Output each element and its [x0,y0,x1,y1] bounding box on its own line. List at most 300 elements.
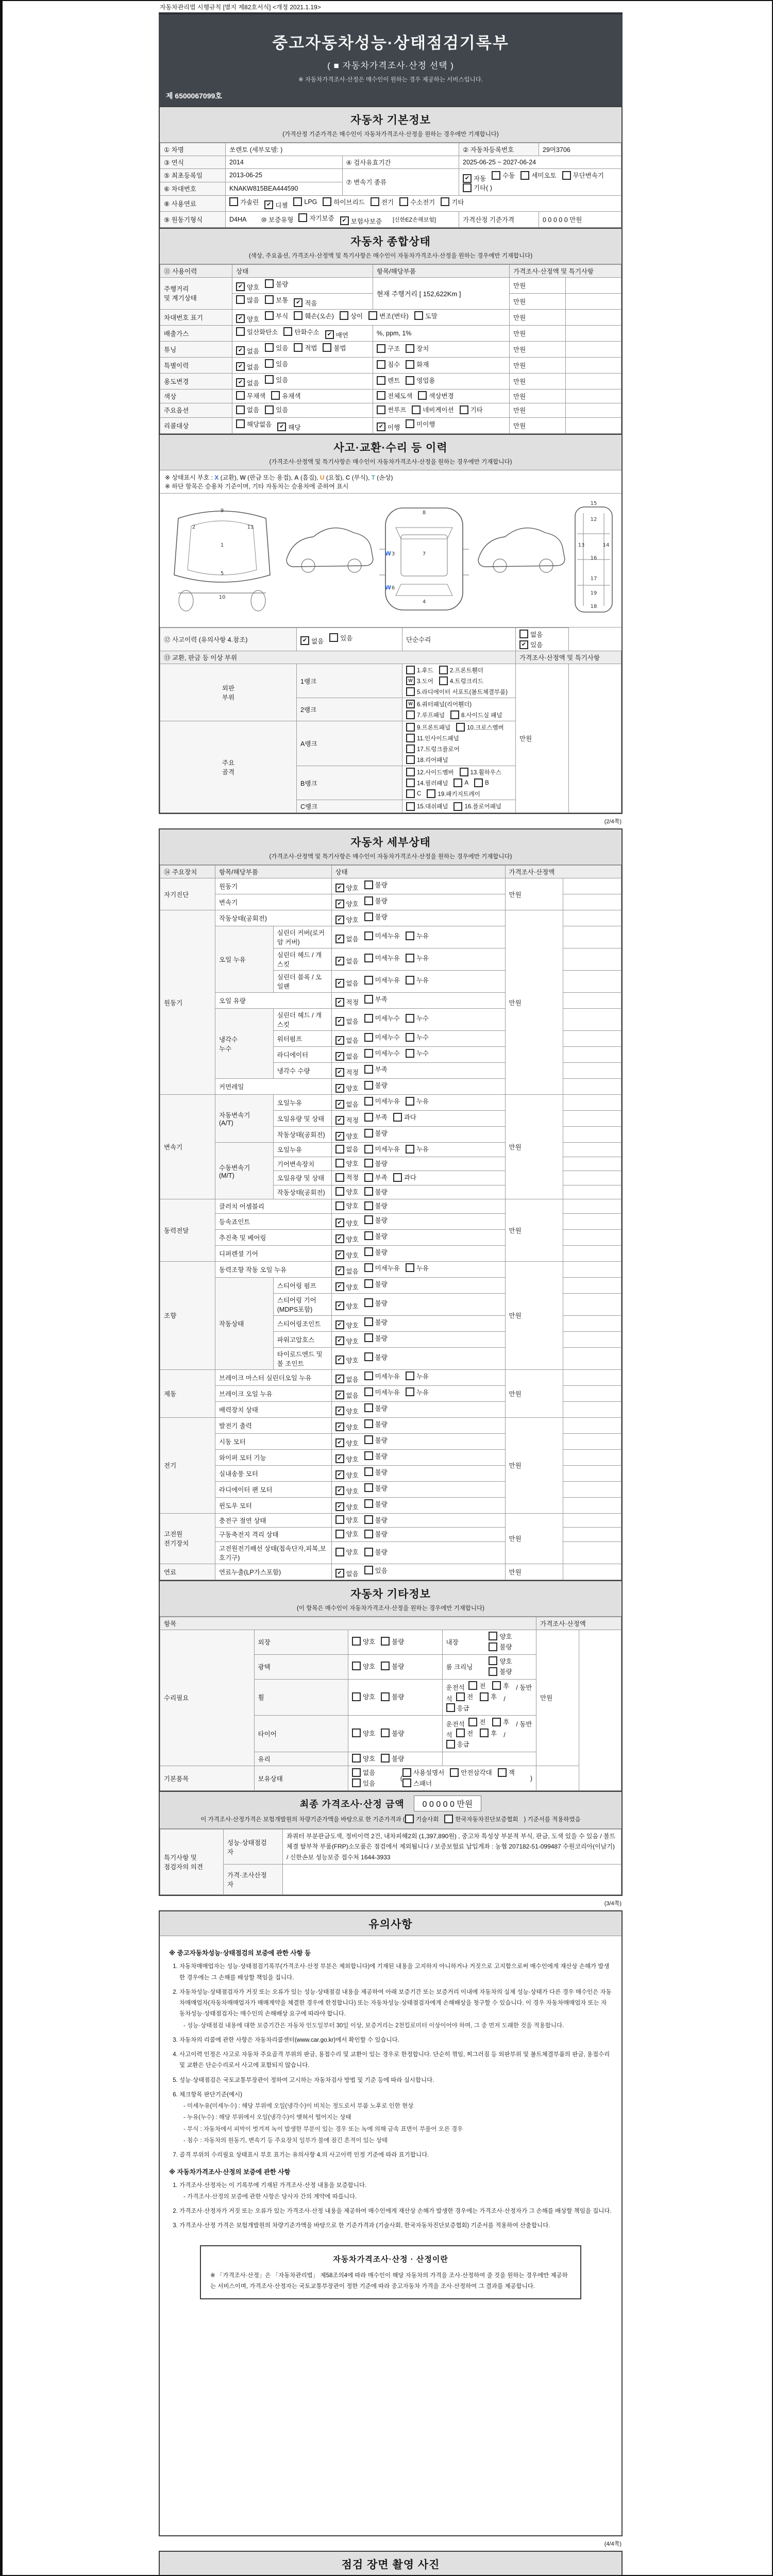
checkbox-option[interactable] [323,197,364,207]
checkbox-icon[interactable] [480,1692,489,1701]
checkbox-option[interactable] [335,1052,359,1061]
checkbox-option[interactable] [364,1263,400,1273]
checkbox-icon[interactable] [474,778,483,787]
checkbox-option[interactable] [364,1352,388,1362]
checkbox-option[interactable] [406,1371,429,1381]
checkbox-option[interactable] [364,1317,388,1327]
checkbox-option[interactable] [364,1483,388,1493]
checkbox-icon[interactable] [406,344,414,353]
checkbox-option[interactable] [352,1768,375,1777]
checkbox-icon[interactable]: ✔ [335,1454,344,1463]
checkbox-option[interactable] [364,975,400,985]
checkbox-option[interactable] [406,789,421,798]
checkbox-icon[interactable]: ✔ [335,1052,344,1061]
checkbox-icon[interactable] [283,327,292,336]
checkbox-icon[interactable]: ✔ [335,916,344,924]
checkbox-icon[interactable] [298,213,307,222]
checkbox-option[interactable] [265,311,288,320]
checkbox-option[interactable] [381,1754,404,1763]
checkbox-option[interactable] [352,1692,375,1701]
checkbox-option[interactable] [325,330,348,340]
checkbox-icon[interactable] [265,375,274,384]
checkbox-icon[interactable] [352,1768,361,1777]
checkbox-icon[interactable] [294,311,303,320]
checkbox-option[interactable] [236,314,259,324]
checkbox-option[interactable] [519,640,543,649]
checkbox-option[interactable] [406,723,450,732]
checkbox-option[interactable] [453,802,501,811]
checkbox-icon[interactable] [364,1201,373,1210]
checkbox-option[interactable] [264,200,288,210]
checkbox-option[interactable] [406,344,429,353]
checkbox-icon[interactable]: ✔ [340,216,349,225]
checkbox-icon[interactable]: ✔ [335,1017,344,1026]
checkbox-icon[interactable] [364,1215,373,1224]
checkbox-icon[interactable] [406,1371,414,1380]
checkbox-option[interactable] [364,1371,400,1381]
checkbox-option[interactable] [364,912,388,921]
checkbox-icon[interactable] [460,768,468,776]
checkbox-option[interactable] [406,975,429,985]
checkbox-option[interactable] [364,953,400,962]
checkbox-option[interactable] [335,1422,359,1432]
checkbox-option[interactable] [335,1336,359,1346]
checkbox-option[interactable] [489,1667,512,1676]
checkbox-option[interactable] [480,1728,497,1738]
checkbox-icon[interactable] [406,778,415,787]
checkbox-option[interactable] [406,744,460,753]
checkbox-option[interactable] [335,997,359,1007]
checkbox-icon[interactable] [406,931,414,940]
checkbox-option[interactable] [335,1486,359,1496]
checkbox-option[interactable] [456,723,504,732]
checkbox-option[interactable] [418,391,453,400]
checkbox-option[interactable] [406,419,435,429]
checkbox-icon[interactable]: ✔ [335,1375,344,1383]
checkbox-icon[interactable] [335,1173,344,1182]
checkbox-option[interactable] [335,1320,359,1330]
checkbox-option[interactable] [460,405,483,414]
checkbox-option[interactable] [562,171,604,180]
checkbox-option[interactable] [364,1112,388,1122]
checkbox-option[interactable] [335,934,359,943]
checkbox-icon[interactable] [519,630,528,638]
checkbox-icon[interactable] [364,931,373,940]
checkbox-option[interactable] [406,1263,429,1273]
checkbox-icon[interactable] [492,171,500,180]
checkbox-option[interactable] [480,1692,497,1701]
checkbox-option[interactable] [236,419,272,429]
checkbox-option[interactable] [335,1131,359,1141]
checkbox-icon[interactable] [489,1642,497,1651]
checkbox-icon[interactable]: W [406,700,415,708]
checkbox-option[interactable] [364,1231,388,1241]
checkbox-option[interactable] [406,778,448,787]
checkbox-option[interactable] [368,311,409,320]
checkbox-icon[interactable] [352,1778,361,1787]
checkbox-icon[interactable]: ✔ [335,1355,344,1364]
checkbox-option[interactable] [335,1187,359,1196]
checkbox-icon[interactable]: ✔ [335,979,344,988]
checkbox-option[interactable] [406,1096,429,1106]
checkbox-icon[interactable] [489,1656,497,1665]
checkbox-icon[interactable] [381,1728,390,1737]
checkbox-option[interactable] [335,1282,359,1292]
checkbox-option[interactable] [335,1470,359,1480]
checkbox-option[interactable] [335,1569,359,1578]
checkbox-icon[interactable] [412,405,421,414]
checkbox-icon[interactable] [364,1435,373,1444]
checkbox-option[interactable] [406,953,429,962]
checkbox-option[interactable] [335,1406,359,1416]
checkbox-icon[interactable] [364,1352,373,1361]
checkbox-icon[interactable] [446,1740,455,1749]
checkbox-icon[interactable] [236,295,245,304]
checkbox-icon[interactable] [265,359,274,368]
checkbox-option[interactable] [335,1099,359,1109]
checkbox-icon[interactable] [406,734,415,742]
checkbox-option[interactable] [377,376,400,385]
checkbox-option[interactable] [364,1144,400,1154]
checkbox-option[interactable] [271,391,300,400]
checkbox-icon[interactable] [446,1703,455,1712]
checkbox-option[interactable] [439,666,483,674]
checkbox-option[interactable] [460,768,501,776]
checkbox-icon[interactable]: ✔ [335,1569,344,1578]
checkbox-option[interactable] [364,1128,388,1138]
checkbox-icon[interactable]: ✔ [236,362,245,371]
checkbox-icon[interactable] [406,1145,414,1154]
checkbox-option[interactable] [364,1499,388,1509]
checkbox-option[interactable] [406,768,454,776]
checkbox-option[interactable] [371,197,394,207]
checkbox-option[interactable] [364,1201,388,1210]
checkbox-icon[interactable]: ✔ [236,314,245,323]
checkbox-option[interactable] [364,1566,388,1575]
checkbox-icon[interactable] [456,1692,465,1701]
checkbox-icon[interactable] [364,1159,373,1167]
checkbox-option[interactable] [294,298,317,308]
checkbox-option[interactable] [474,778,489,787]
checkbox-option[interactable] [406,1048,429,1058]
checkbox-option[interactable] [446,1703,469,1713]
checkbox-option[interactable] [294,343,317,352]
checkbox-icon[interactable]: ✔ [335,1250,344,1259]
checkbox-option[interactable] [498,1768,515,1777]
checkbox-icon[interactable]: ✔ [325,330,334,339]
checkbox-icon[interactable] [352,1662,361,1670]
checkbox-option[interactable] [335,1144,359,1154]
checkbox-option[interactable] [381,1637,404,1646]
checkbox-option[interactable] [352,1662,375,1671]
checkbox-icon[interactable] [381,1754,390,1762]
checkbox-option[interactable] [335,1234,359,1244]
checkbox-option[interactable] [364,1419,388,1429]
checkbox-icon[interactable]: ✔ [335,1132,344,1141]
checkbox-icon[interactable] [364,1333,373,1342]
checkbox-option[interactable] [402,1778,432,1788]
checkbox-icon[interactable] [492,1718,501,1726]
checkbox-icon[interactable] [480,1728,489,1737]
checkbox-icon[interactable] [406,768,415,776]
checkbox-icon[interactable] [364,912,373,921]
checkbox-icon[interactable] [453,778,462,787]
checkbox-icon[interactable] [402,1778,411,1787]
checkbox-icon[interactable] [406,1263,414,1272]
checkbox-icon[interactable] [265,279,274,288]
checkbox-icon[interactable]: ✔ [335,1320,344,1329]
checkbox-option[interactable] [335,1391,359,1400]
checkbox-option[interactable] [364,1187,388,1196]
checkbox-icon[interactable] [371,197,379,206]
checkbox-icon[interactable] [335,1201,344,1210]
checkbox-icon[interactable] [364,1548,373,1556]
checkbox-option[interactable] [450,1768,492,1777]
checkbox-icon[interactable] [364,1317,373,1326]
checkbox-option[interactable] [377,405,406,414]
checkbox-option[interactable] [335,1515,359,1524]
checkbox-icon[interactable]: ✔ [335,1100,344,1109]
checkbox-option[interactable] [335,1375,359,1384]
checkbox-option[interactable] [364,1096,400,1106]
checkbox-option[interactable] [335,1502,359,1512]
checkbox-option[interactable] [335,1438,359,1448]
checkbox-option[interactable] [364,1467,388,1477]
checkbox-option[interactable] [352,1637,375,1646]
checkbox-option[interactable] [406,376,435,385]
checkbox-option[interactable] [406,687,508,696]
checkbox-icon[interactable]: ✔ [335,1068,344,1077]
checkbox-option[interactable] [364,1173,388,1182]
checkbox-option[interactable] [335,1036,359,1045]
checkbox-icon[interactable]: ✔ [335,1301,344,1310]
checkbox-option[interactable] [364,1159,388,1168]
checkbox-option[interactable] [335,1159,359,1168]
checkbox-option[interactable] [406,1032,429,1042]
checkbox-option[interactable] [265,279,288,289]
checkbox-option[interactable] [468,1717,485,1726]
checkbox-icon[interactable] [406,755,415,764]
checkbox-icon[interactable] [406,789,415,798]
checkbox-icon[interactable] [335,1515,344,1524]
checkbox-option[interactable] [406,755,448,764]
checkbox-icon[interactable] [364,995,373,1004]
checkbox-option[interactable] [463,174,486,183]
checkbox-icon[interactable]: ✔ [519,640,528,649]
checkbox-option[interactable] [335,1173,359,1182]
checkbox-option[interactable] [406,1144,429,1154]
checkbox-icon[interactable] [406,687,415,696]
checkbox-option[interactable] [492,1717,509,1726]
checkbox-icon[interactable] [468,1718,477,1726]
checkbox-icon[interactable] [406,666,415,674]
checkbox-option[interactable] [335,1529,359,1538]
checkbox-option[interactable] [377,344,400,353]
checkbox-icon[interactable] [489,1667,497,1676]
checkbox-option[interactable] [489,1656,512,1666]
checkbox-option[interactable] [335,1201,359,1210]
checkbox-icon[interactable] [364,1081,373,1090]
checkbox-icon[interactable] [444,1815,453,1823]
checkbox-option[interactable] [364,1080,388,1090]
checkbox-icon[interactable] [393,1113,402,1122]
checkbox-icon[interactable] [406,976,414,985]
checkbox-icon[interactable] [377,376,385,385]
checkbox-option[interactable] [406,1013,429,1023]
checkbox-icon[interactable] [439,676,448,685]
checkbox-icon[interactable] [402,1768,411,1777]
checkbox-icon[interactable] [418,391,427,400]
checkbox-icon[interactable]: ✔ [335,1266,344,1275]
checkbox-option[interactable] [236,405,259,414]
checkbox-icon[interactable] [405,1815,414,1823]
checkbox-option[interactable] [335,1355,359,1365]
checkbox-icon[interactable] [364,1014,373,1023]
checkbox-icon[interactable] [364,1483,373,1492]
checkbox-icon[interactable] [364,1419,373,1428]
checkbox-icon[interactable] [381,1662,390,1670]
checkbox-option[interactable] [236,391,265,400]
checkbox-icon[interactable] [364,1065,373,1074]
checkbox-icon[interactable]: ✔ [264,200,273,209]
checkbox-icon[interactable] [323,197,331,206]
checkbox-option[interactable] [236,295,259,304]
checkbox-option[interactable] [444,1815,518,1823]
checkbox-icon[interactable] [520,171,529,180]
checkbox-icon[interactable] [364,1279,373,1288]
checkbox-icon[interactable] [323,343,331,352]
checkbox-icon[interactable] [364,1033,373,1042]
checkbox-icon[interactable]: W [406,676,415,685]
checkbox-icon[interactable] [381,1692,390,1701]
checkbox-option[interactable] [265,375,288,384]
checkbox-icon[interactable] [236,405,245,414]
checkbox-option[interactable] [335,1218,359,1228]
checkbox-option[interactable] [364,880,388,889]
checkbox-icon[interactable] [364,1566,373,1574]
checkbox-icon[interactable] [335,1145,344,1154]
checkbox-icon[interactable] [364,1530,373,1538]
checkbox-icon[interactable] [265,295,274,304]
checkbox-icon[interactable] [406,954,414,962]
checkbox-option[interactable] [236,362,259,371]
checkbox-icon[interactable] [460,405,468,414]
checkbox-icon[interactable] [340,311,348,320]
checkbox-option[interactable] [381,1662,404,1671]
checkbox-icon[interactable] [364,1113,373,1122]
checkbox-option[interactable] [492,1681,509,1690]
checkbox-option[interactable] [406,802,448,811]
checkbox-icon[interactable] [364,1173,373,1182]
checkbox-option[interactable] [335,1250,359,1260]
checkbox-option[interactable] [229,197,259,207]
checkbox-icon[interactable] [406,723,415,732]
checkbox-option[interactable] [265,405,288,414]
checkbox-icon[interactable]: ✔ [277,422,286,431]
checkbox-option[interactable] [364,1387,400,1397]
checkbox-icon[interactable]: ✔ [335,1282,344,1291]
checkbox-icon[interactable] [352,1692,361,1701]
checkbox-icon[interactable] [364,880,373,889]
checkbox-icon[interactable]: ✔ [463,174,472,183]
checkbox-icon[interactable] [335,1159,344,1167]
checkbox-option[interactable] [414,311,438,320]
checkbox-icon[interactable] [293,197,302,206]
checkbox-option[interactable] [412,405,453,414]
checkbox-icon[interactable] [364,1263,373,1272]
checkbox-option[interactable] [520,171,556,180]
checkbox-icon[interactable] [335,1548,344,1556]
checkbox-option[interactable] [456,1728,473,1738]
checkbox-option[interactable] [450,710,502,719]
checkbox-icon[interactable]: ✔ [294,298,303,307]
checkbox-icon[interactable] [406,1049,414,1058]
checkbox-icon[interactable] [406,744,415,753]
checkbox-option[interactable] [364,1064,388,1074]
checkbox-option[interactable] [381,1728,404,1738]
checkbox-option[interactable] [456,1692,473,1701]
checkbox-icon[interactable] [399,197,408,206]
checkbox-icon[interactable] [406,802,415,811]
checkbox-option[interactable] [323,343,346,352]
checkbox-icon[interactable]: ✔ [335,884,344,892]
checkbox-option[interactable] [335,1547,359,1556]
checkbox-icon[interactable] [364,1371,373,1380]
checkbox-option[interactable] [446,1739,469,1749]
checkbox-icon[interactable]: ✔ [335,1336,344,1345]
checkbox-option[interactable] [406,666,433,674]
checkbox-option[interactable] [298,213,334,223]
checkbox-icon[interactable]: ✔ [335,935,344,943]
checkbox-icon[interactable] [364,1049,373,1058]
checkbox-option[interactable] [335,978,359,988]
checkbox-option[interactable] [364,1032,400,1042]
checkbox-option[interactable] [441,197,464,207]
checkbox-option[interactable] [335,1115,359,1125]
checkbox-option[interactable] [352,1754,375,1763]
checkbox-option[interactable] [335,956,359,965]
checkbox-icon[interactable] [450,710,459,719]
checkbox-icon[interactable] [364,1387,373,1396]
checkbox-option[interactable] [364,1451,388,1461]
checkbox-icon[interactable] [439,666,448,674]
checkbox-option[interactable] [453,778,468,787]
checkbox-icon[interactable] [265,405,274,414]
checkbox-icon[interactable]: ✔ [335,1438,344,1447]
checkbox-option[interactable] [335,1266,359,1276]
checkbox-option[interactable] [399,197,435,207]
checkbox-icon[interactable]: ✔ [236,378,245,387]
checkbox-icon[interactable] [265,343,274,352]
checkbox-option[interactable] [402,1768,444,1777]
checkbox-icon[interactable] [294,343,303,352]
checkbox-option[interactable] [439,676,483,685]
checkbox-icon[interactable] [352,1754,361,1762]
checkbox-option[interactable] [406,700,472,708]
checkbox-option[interactable] [377,422,400,432]
checkbox-option[interactable] [489,1632,512,1641]
checkbox-option[interactable] [352,1728,375,1738]
checkbox-option[interactable] [406,931,429,940]
checkbox-option[interactable] [519,630,543,639]
checkbox-icon[interactable]: ✔ [335,1486,344,1495]
checkbox-icon[interactable]: ✔ [335,1218,344,1227]
checkbox-icon[interactable] [364,1515,373,1524]
checkbox-option[interactable] [364,896,388,905]
checkbox-icon[interactable] [364,1097,373,1106]
checkbox-option[interactable] [364,1013,400,1023]
checkbox-option[interactable] [236,282,259,292]
